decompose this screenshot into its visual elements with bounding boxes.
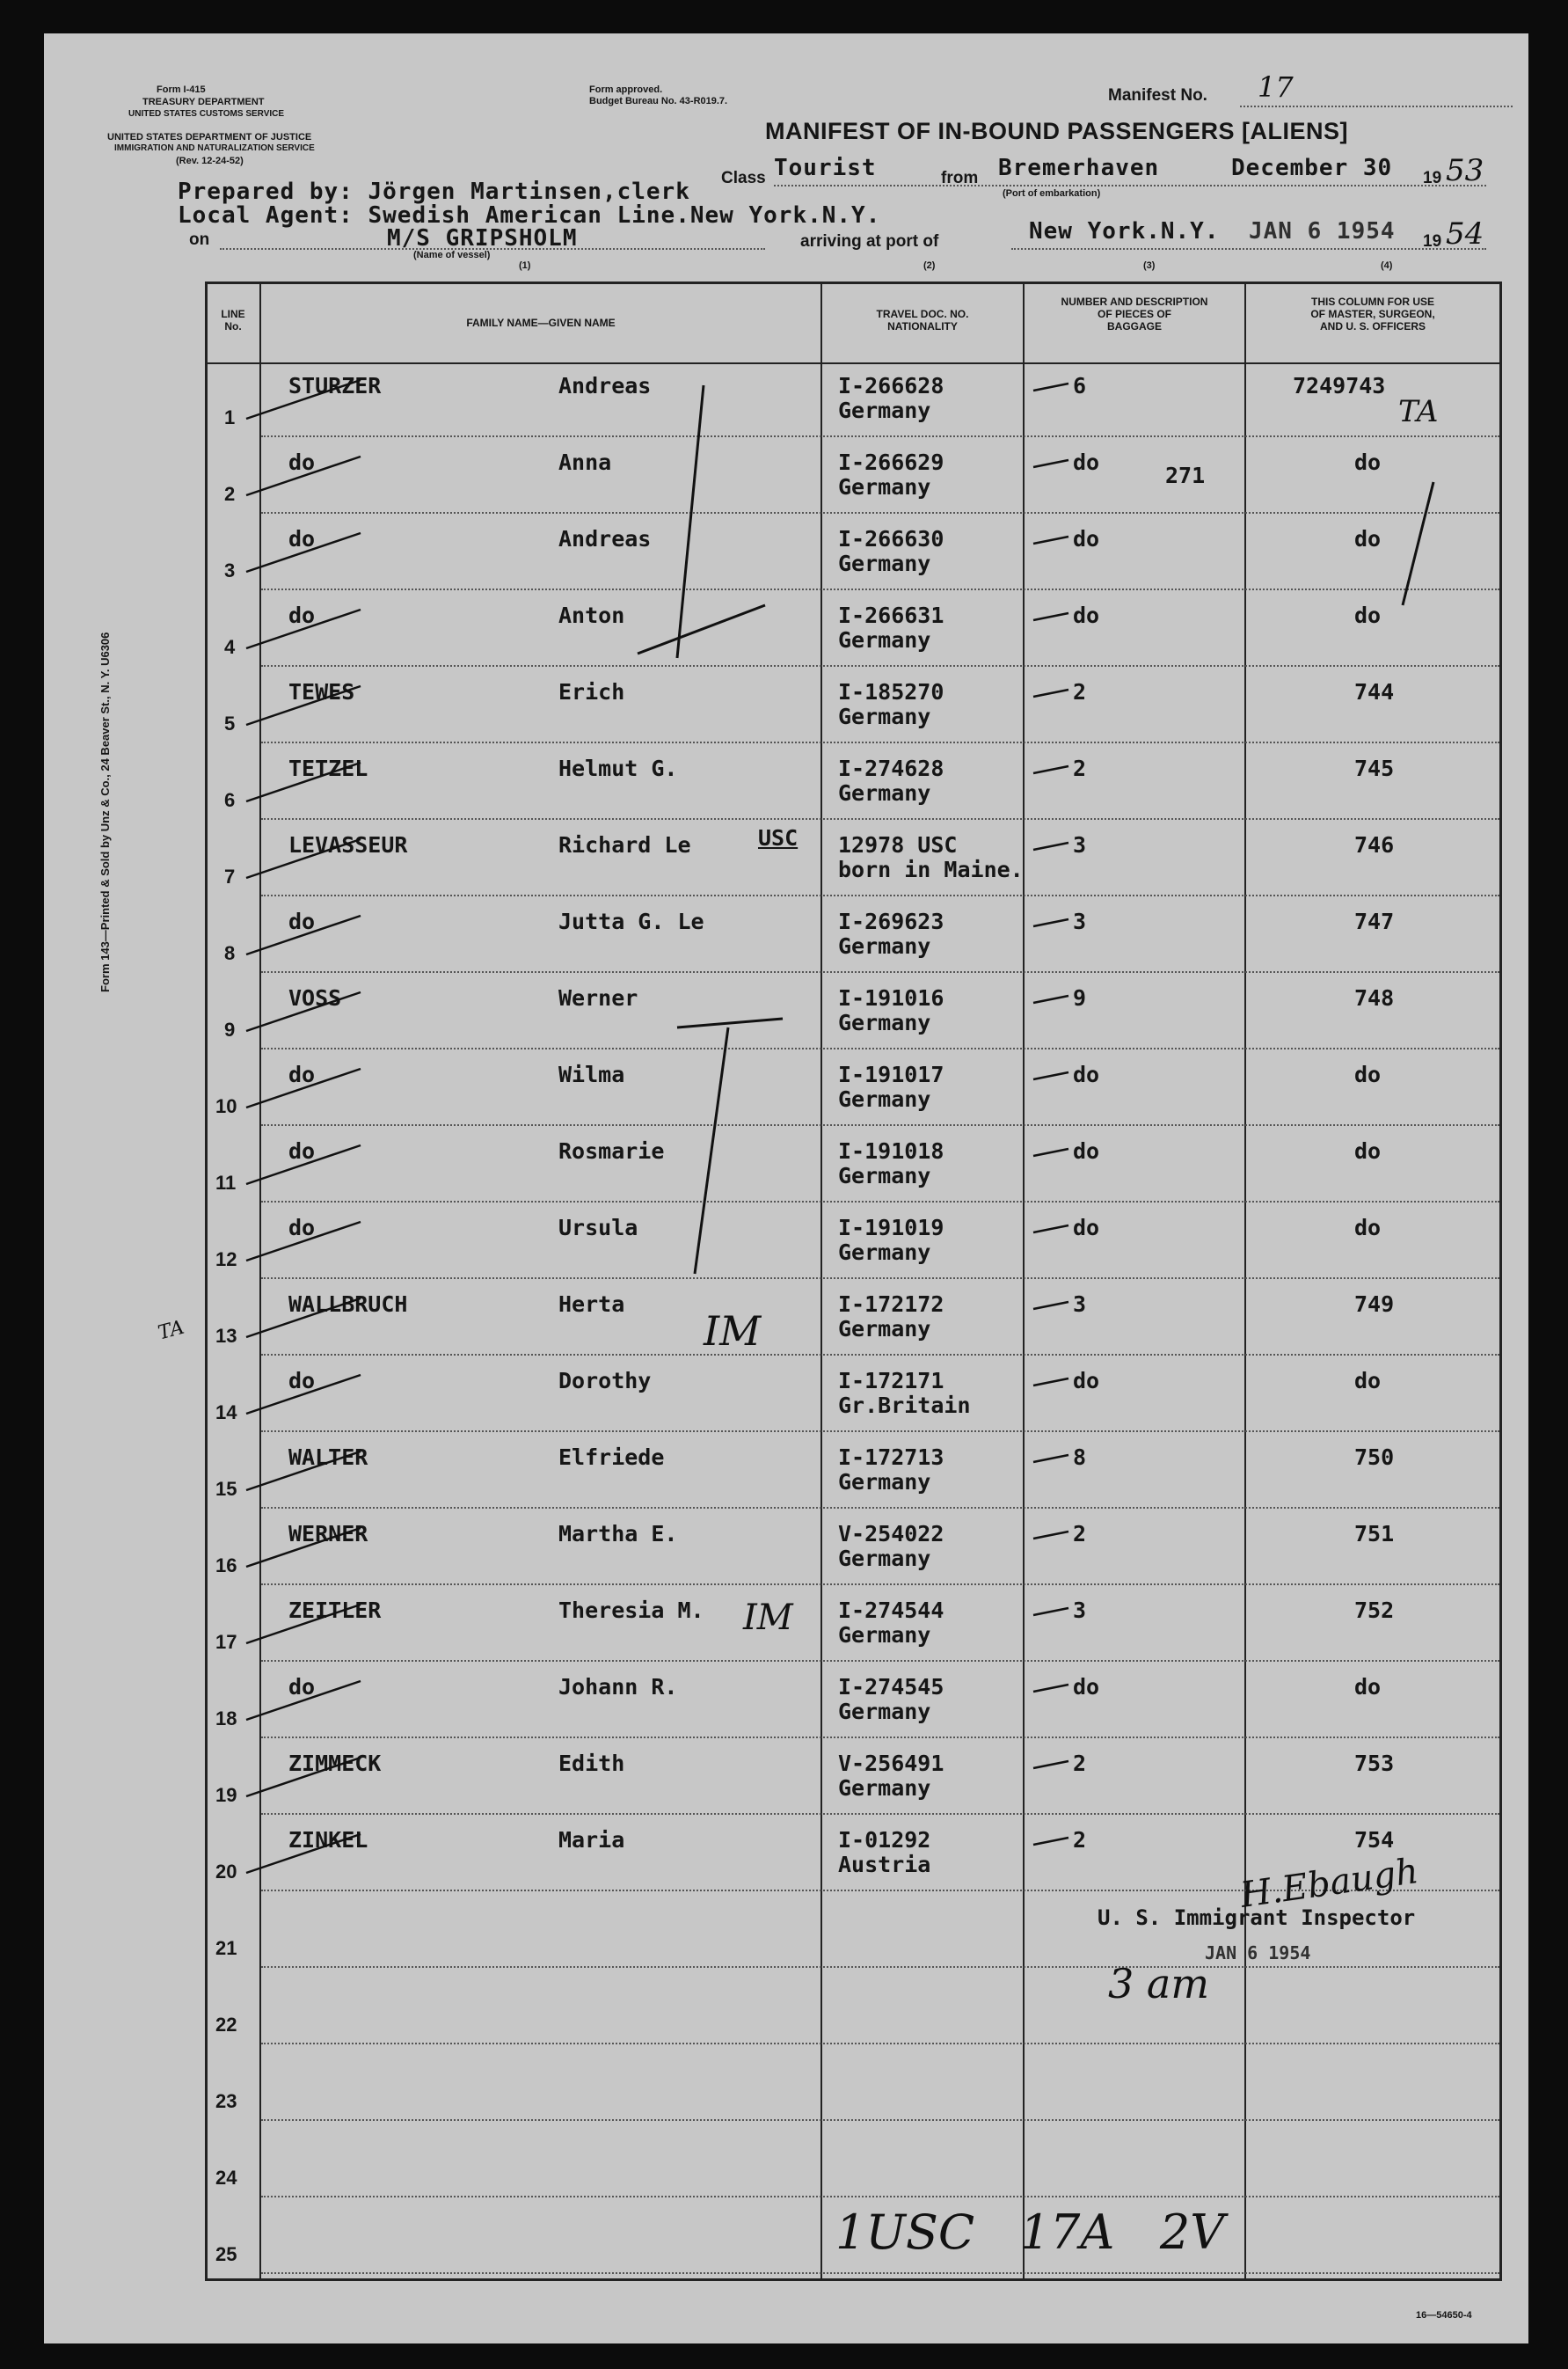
manifest-number: 17 [1258, 70, 1294, 104]
officer-note: 746 [1354, 832, 1395, 858]
class-label: Class [721, 169, 766, 187]
family-name: WALLBRUCH [288, 1291, 408, 1317]
line-number: 15 [215, 1478, 237, 1500]
bottom-tally: 1USC 17A 2V [835, 2204, 1225, 2260]
arriving-label: arriving at port of [800, 232, 939, 251]
baggage-count: do [1073, 1215, 1100, 1240]
row1-initials: TA [1398, 394, 1439, 429]
line-number: 1 [224, 406, 236, 428]
nationality: Austria [838, 1852, 931, 1877]
col-num-3: (3) [1143, 260, 1156, 271]
given-name: Anna [558, 450, 612, 475]
officer-note: 754 [1354, 1827, 1395, 1853]
department: TREASURY DEPARTMENT [142, 97, 265, 107]
family-name: ZINKEL [288, 1827, 368, 1853]
inspector-date-stamp: JAN 6 1954 [1205, 1942, 1311, 1963]
family-name: do [288, 603, 316, 628]
form-approved: Form approved. [589, 84, 663, 95]
nationality: Germany [838, 1775, 931, 1801]
officer-note: 750 [1354, 1444, 1395, 1470]
year-prefix: 19 [1423, 169, 1442, 187]
baggage-count: do [1073, 526, 1100, 552]
line-number: 3 [224, 559, 236, 581]
officer-note: 752 [1354, 1598, 1395, 1623]
line-number: 9 [224, 1019, 236, 1041]
officer-note: do [1354, 1215, 1382, 1240]
given-name: Edith [558, 1751, 625, 1776]
given-name: Theresia M. [558, 1598, 704, 1623]
nationality: Germany [838, 933, 931, 959]
line-number: 14 [215, 1401, 237, 1423]
col-num-2: (2) [923, 260, 936, 271]
departure-year: 53 [1446, 153, 1484, 188]
nationality: Germany [838, 1622, 931, 1648]
officer-note: do [1354, 603, 1382, 628]
travel-doc-number: 12978 USC [838, 832, 958, 858]
baggage-count: 2 [1073, 1751, 1087, 1776]
line-number: 21 [215, 1937, 237, 1959]
family-name: do [288, 1138, 316, 1164]
travel-doc-number: V-256491 [838, 1751, 944, 1776]
budget-bureau: Budget Bureau No. 43-R019.7. [589, 96, 728, 106]
inspector-title: U. S. Immigrant Inspector [1098, 1905, 1416, 1930]
line-number: 22 [215, 2014, 237, 2036]
given-name: Martha E. [558, 1521, 678, 1546]
col-header-officers: THIS COLUMN FOR USE OF MASTER, SURGEON, AND U. S. OFFICERS [1310, 296, 1435, 333]
given-name: Herta [558, 1291, 625, 1317]
travel-doc-number: I-172713 [838, 1444, 944, 1470]
baggage-count: do [1073, 1674, 1100, 1700]
form-number: Form I-415 [157, 84, 206, 95]
justice-department: UNITED STATES DEPARTMENT OF JUSTICE [107, 132, 312, 143]
line-number: 23 [215, 2090, 237, 2112]
baggage-count: 3 [1073, 1291, 1087, 1317]
travel-doc-number: I-01292 [838, 1827, 931, 1853]
baggage-count: 2 [1073, 756, 1087, 781]
port-embarkation-caption: (Port of embarkation) [1003, 188, 1101, 199]
family-name: ZEITLER [288, 1598, 382, 1623]
customs-service: UNITED STATES CUSTOMS SERVICE [128, 109, 285, 119]
given-name: Anton [558, 603, 625, 628]
local-agent: Local Agent: Swedish American Line.New York.N.Y. [178, 202, 881, 229]
given-name: Elfriede [558, 1444, 665, 1470]
ins-service: IMMIGRATION AND NATURALIZATION SERVICE [114, 143, 315, 153]
line-number: 6 [224, 789, 236, 811]
line-number: 18 [215, 1707, 237, 1729]
vessel-caption: (Name of vessel) [413, 250, 491, 260]
line-number: 8 [224, 942, 236, 964]
officer-note: do [1354, 1062, 1382, 1087]
line-number: 11 [215, 1172, 237, 1194]
given-name: Wilma [558, 1062, 625, 1087]
baggage-count: 3 [1073, 1598, 1087, 1623]
line-number: 25 [215, 2243, 237, 2265]
given-name: Werner [558, 985, 638, 1011]
travel-doc-number: I-274544 [838, 1598, 944, 1623]
given-name: Maria [558, 1827, 625, 1853]
officer-note: do [1354, 1368, 1382, 1393]
travel-doc-number: I-266631 [838, 603, 944, 628]
arrival-year-prefix: 19 [1423, 232, 1442, 251]
travel-doc-number: I-266629 [838, 450, 944, 475]
family-name: LEVASSEUR [288, 832, 408, 858]
from-value: Bremerhaven [998, 155, 1160, 181]
manifest-label: Manifest No. [1108, 86, 1207, 105]
nationality: Germany [838, 1086, 931, 1112]
given-name: Dorothy [558, 1368, 652, 1393]
line-number: 12 [215, 1248, 237, 1270]
line-number: 16 [215, 1554, 237, 1576]
line-number: 19 [215, 1784, 237, 1806]
family-name: WALTER [288, 1444, 368, 1470]
row13-margin-initials: TA [156, 1316, 187, 1345]
family-name: STURZER [288, 373, 382, 398]
officer-note: do [1354, 450, 1382, 475]
line-number: 17 [215, 1631, 237, 1653]
line-number: 24 [215, 2167, 237, 2189]
footer-code: 16—54650-4 [1416, 2310, 1472, 2321]
given-name: Helmut G. [558, 756, 678, 781]
travel-doc-number: I-185270 [838, 679, 944, 705]
nationality: Germany [838, 1546, 931, 1571]
officer-note: 747 [1354, 909, 1395, 934]
line-number: 13 [215, 1325, 237, 1347]
nationality: Gr.Britain [838, 1393, 971, 1418]
arrival-stamp: JAN 6 1954 [1249, 218, 1396, 245]
family-name: VOSS [288, 985, 342, 1011]
baggage-count: 2 [1073, 1521, 1087, 1546]
printer-side-text: Form 143—Printed & Sold by Unz & Co., 24 Beaver St., N. Y. U6306 [98, 632, 112, 992]
on-label: on [189, 230, 210, 249]
row14-initials: IM [704, 1307, 762, 1355]
family-name: do [288, 1368, 316, 1393]
nationality: Germany [838, 1163, 931, 1188]
nationality: Germany [838, 1699, 931, 1724]
nationality: Germany [838, 627, 931, 653]
officer-note: 745 [1354, 756, 1395, 781]
row17-initials: IM [743, 1598, 793, 1638]
col-header-name: FAMILY NAME—GIVEN NAME [466, 317, 616, 329]
officer-note: 744 [1354, 679, 1395, 705]
travel-doc-number: I-172172 [838, 1291, 944, 1317]
arrival-port: New York.N.Y. [1029, 218, 1220, 245]
travel-doc-number: I-172171 [838, 1368, 944, 1393]
baggage-count: do [1073, 1062, 1100, 1087]
vessel-name: M/S GRIPSHOLM [387, 225, 578, 252]
departure-date: December 30 [1231, 155, 1393, 181]
nationality: Germany [838, 1239, 931, 1265]
officer-note: do [1354, 1674, 1382, 1700]
family-name: TEWES [288, 679, 355, 705]
manifest-title: MANIFEST OF IN-BOUND PASSENGERS [ALIENS] [765, 118, 1349, 144]
family-name: TETZEL [288, 756, 368, 781]
manifest-page [44, 33, 1528, 2343]
given-name: Andreas [558, 526, 652, 552]
officer-note: do [1354, 526, 1382, 552]
travel-doc-number: I-191017 [838, 1062, 944, 1087]
travel-doc-number: I-266630 [838, 526, 944, 552]
baggage-count: 2 [1073, 1827, 1087, 1853]
nationality: Germany [838, 1469, 931, 1495]
given-name: Ursula [558, 1215, 638, 1240]
officer-note: 753 [1354, 1751, 1395, 1776]
family-name: do [288, 526, 316, 552]
nationality: Germany [838, 1316, 931, 1342]
nationality: born in Maine. [838, 857, 1024, 882]
inspector-signature: H.Ebaugh [1237, 1851, 1421, 1916]
baggage-count: 3 [1073, 832, 1087, 858]
officer-note: 748 [1354, 985, 1395, 1011]
officer-note: do [1354, 1138, 1382, 1164]
family-name: do [288, 909, 316, 934]
nationality: Germany [838, 780, 931, 806]
officer-note: 749 [1354, 1291, 1395, 1317]
nationality: Germany [838, 704, 931, 729]
baggage-count: 8 [1073, 1444, 1087, 1470]
line-number: 7 [224, 866, 236, 888]
family-name: do [288, 1674, 316, 1700]
row7-usc: USC [758, 825, 799, 851]
given-name: Erich [558, 679, 625, 705]
given-name: Jutta G. Le [558, 909, 704, 934]
given-name: Andreas [558, 373, 652, 398]
travel-doc-number: I-191018 [838, 1138, 944, 1164]
travel-doc-number: I-269623 [838, 909, 944, 934]
baggage-count: 6 [1073, 373, 1087, 398]
baggage-count: do [1073, 603, 1100, 628]
revision: (Rev. 12-24-52) [176, 156, 244, 166]
family-name: do [288, 450, 316, 475]
col-num-1: (1) [519, 260, 531, 271]
line-number: 2 [224, 483, 236, 505]
nationality: Germany [838, 398, 931, 423]
baggage-count: do [1073, 1138, 1100, 1164]
officer-note: 751 [1354, 1521, 1395, 1546]
family-name: do [288, 1062, 316, 1087]
baggage-count: do [1073, 1368, 1100, 1393]
travel-doc-number: I-274628 [838, 756, 944, 781]
prepared-by: Prepared by: Jörgen Martinsen,clerk [178, 179, 690, 205]
family-name: do [288, 1215, 316, 1240]
col-header-travel: TRAVEL DOC. NO. NATIONALITY [876, 308, 969, 333]
travel-doc-number: I-266628 [838, 373, 944, 398]
family-name: WERNER [288, 1521, 368, 1546]
nationality: Germany [838, 474, 931, 500]
class-value: Tourist [774, 155, 877, 181]
given-name: Rosmarie [558, 1138, 665, 1164]
row2-note: 271 [1165, 463, 1206, 488]
col-header-baggage: NUMBER AND DESCRIPTION OF PIECES OF BAGGAGE [1061, 296, 1208, 333]
line-number: 5 [224, 713, 236, 735]
travel-doc-number: I-191019 [838, 1215, 944, 1240]
officer-note: 7249743 [1293, 373, 1386, 398]
baggage-count: 3 [1073, 909, 1087, 934]
travel-doc-number: I-274545 [838, 1674, 944, 1700]
nationality: Germany [838, 1010, 931, 1035]
given-name: Richard Le [558, 832, 691, 858]
nationality: Germany [838, 551, 931, 576]
baggage-count: 9 [1073, 985, 1087, 1011]
col-header-line: LINE No. [221, 308, 245, 333]
travel-doc-number: V-254022 [838, 1521, 944, 1546]
baggage-count: 2 [1073, 679, 1087, 705]
count-note: 3 am [1108, 1960, 1209, 2007]
given-name: Johann R. [558, 1674, 678, 1700]
col-num-4: (4) [1381, 260, 1393, 271]
line-number: 10 [215, 1095, 237, 1117]
pen-marks [44, 33, 1528, 2343]
from-label: from [941, 169, 979, 187]
line-number: 20 [215, 1861, 237, 1883]
baggage-count: do [1073, 450, 1100, 475]
travel-doc-number: I-191016 [838, 985, 944, 1011]
family-name: ZIMMECK [288, 1751, 382, 1776]
line-number: 4 [224, 636, 236, 658]
arrival-year: 54 [1446, 216, 1484, 252]
